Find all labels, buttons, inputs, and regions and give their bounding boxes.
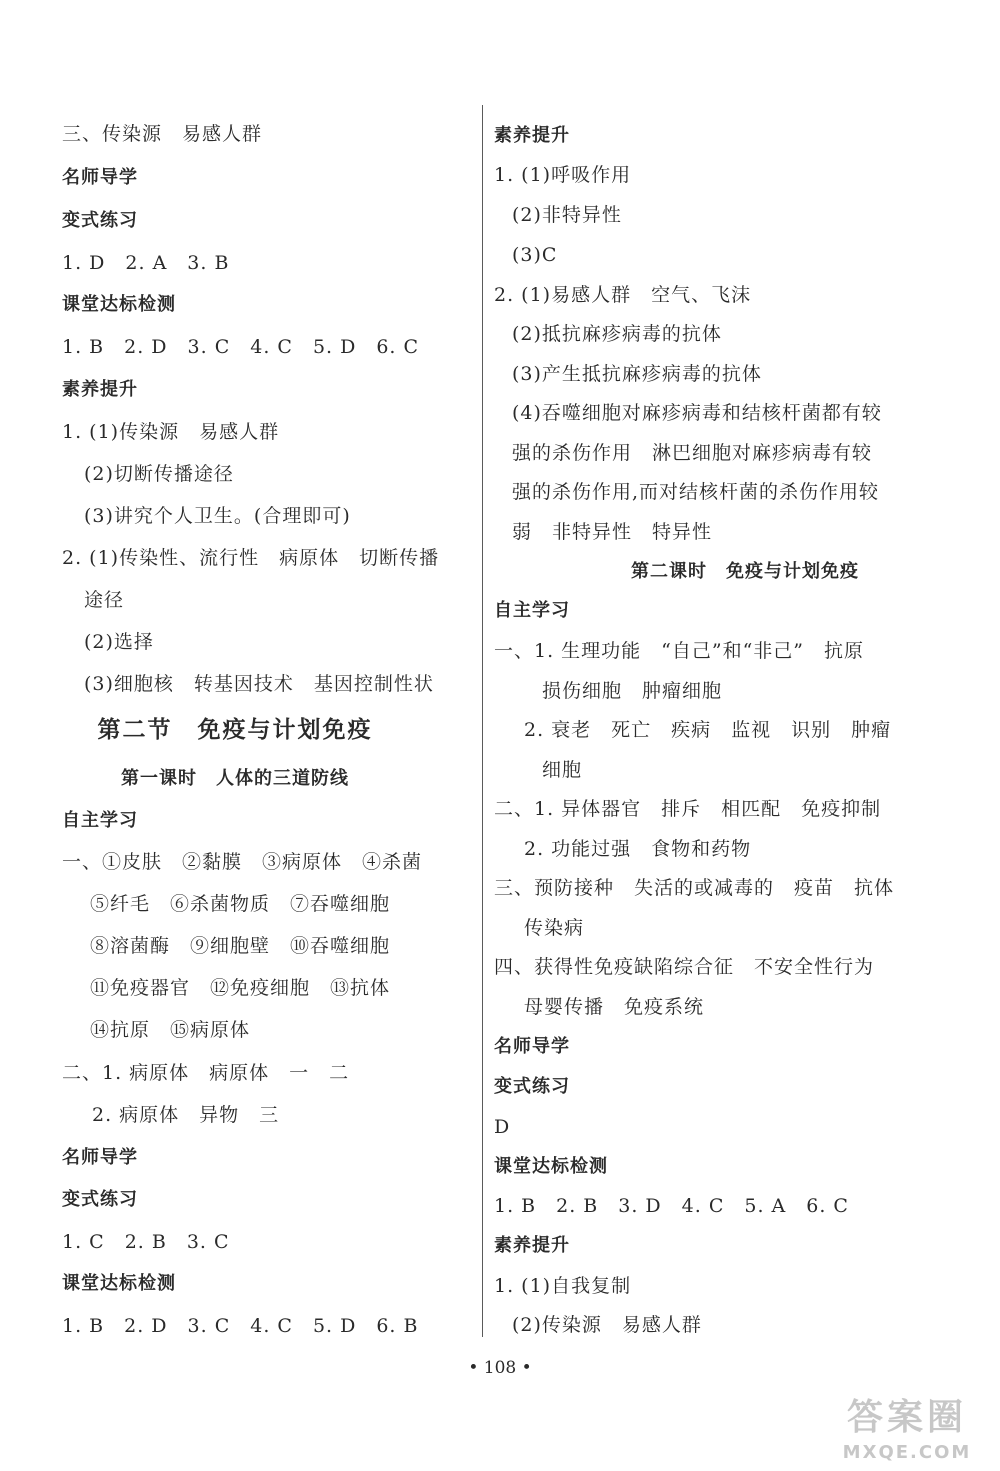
answer-line: (3)产生抵抗麻疹病毒的抗体 bbox=[512, 363, 762, 385]
watermark-logo-text: 答案圈 bbox=[846, 1397, 967, 1438]
answer-line: 细胞 bbox=[542, 759, 583, 781]
answer-line: (2)传染源 易感人群 bbox=[512, 1314, 702, 1336]
answer-line: ⑭抗原 ⑮病原体 bbox=[90, 1019, 251, 1041]
section-title: 第二节 免疫与计划免疫 bbox=[97, 717, 373, 743]
answer-line: 传染病 bbox=[524, 917, 585, 939]
watermark-url: MXQE.COM bbox=[842, 1442, 972, 1463]
answer-line: 弱 非特异性 特异性 bbox=[512, 521, 713, 543]
section-heading: 课堂达标检测 bbox=[62, 294, 176, 315]
section-heading: 变式练习 bbox=[62, 1189, 138, 1210]
watermark bbox=[818, 1398, 996, 1468]
section-heading: 名师导学 bbox=[494, 1036, 570, 1057]
answer-line: ⑤纤毛 ⑥杀菌物质 ⑦吞噬细胞 bbox=[90, 893, 391, 915]
answer-line: ⑪免疫器官 ⑫免疫细胞 ⑬抗体 bbox=[90, 977, 391, 999]
answer-line: 三、预防接种 失活的或减毒的 疫苗 抗体 bbox=[494, 877, 895, 899]
answer-line: (2)非特异性 bbox=[512, 204, 622, 226]
answer-line: 四、获得性免疫缺陷综合征 不安全性行为 bbox=[494, 956, 875, 978]
page-number: • 108 • bbox=[468, 1358, 532, 1378]
answer-line: (3)C bbox=[512, 244, 558, 266]
section-heading: 素养提升 bbox=[494, 1235, 570, 1256]
answer-line: 1. (1)传染源 易感人群 bbox=[62, 421, 280, 443]
answer-line: 一、①皮肤 ②黏膜 ③病原体 ④杀菌 bbox=[62, 851, 423, 873]
answer-line: (4)吞噬细胞对麻疹病毒和结核杆菌都有较 bbox=[512, 402, 882, 424]
answer-line: 途径 bbox=[84, 589, 125, 611]
answer-line: 1. B 2. D 3. C 4. C 5. D 6. C bbox=[62, 336, 420, 358]
answer-line: (2)抵抗麻疹病毒的抗体 bbox=[512, 323, 722, 345]
answer-line: 母婴传播 免疫系统 bbox=[524, 996, 705, 1018]
answer-line: 1. D 2. A 3. B bbox=[62, 252, 230, 274]
section-heading: 自主学习 bbox=[494, 600, 570, 621]
answer-line: (3)细胞核 转基因技术 基因控制性状 bbox=[84, 673, 434, 695]
answer-line: 强的杀伤作用 淋巴细胞对麻疹病毒有较 bbox=[512, 442, 873, 464]
section-heading: 名师导学 bbox=[62, 167, 138, 188]
answer-line: ⑧溶菌酶 ⑨细胞壁 ⑩吞噬细胞 bbox=[90, 935, 391, 957]
answer-line: (2)切断传播途径 bbox=[84, 463, 234, 485]
answer-line: 二、1. 异体器官 排斥 相匹配 免疫抑制 bbox=[494, 798, 882, 820]
section-heading: 课堂达标检测 bbox=[62, 1273, 176, 1294]
answer-line: 1. B 2. B 3. D 4. C 5. A 6. C bbox=[494, 1195, 849, 1217]
section-heading: 变式练习 bbox=[62, 210, 138, 231]
answer-line: 二、1. 病原体 病原体 一 二 bbox=[62, 1062, 350, 1084]
column-divider bbox=[482, 105, 483, 1337]
answer-line: 1. (1)自我复制 bbox=[494, 1275, 632, 1297]
answer-line: 2. 衰老 死亡 疾病 监视 识别 肿瘤 bbox=[524, 719, 892, 741]
answer-line: 1. (1)呼吸作用 bbox=[494, 164, 632, 186]
answer-line: 损伤细胞 肿瘤细胞 bbox=[542, 680, 723, 702]
answer-line: 2. (1)易感人群 空气、飞沫 bbox=[494, 284, 752, 306]
answer-line: 三、传染源 易感人群 bbox=[62, 123, 263, 145]
section-heading: 素养提升 bbox=[62, 379, 138, 400]
answer-line: 1. C 2. B 3. C bbox=[62, 1231, 230, 1253]
answer-line: 2. 病原体 异物 三 bbox=[92, 1104, 280, 1126]
answer-line: 2. 功能过强 食物和药物 bbox=[524, 838, 752, 860]
answer-line: 强的杀伤作用,而对结核杆菌的杀伤作用较 bbox=[512, 481, 880, 503]
answer-line: 一、1. 生理功能 “自己”和“非己” 抗原 bbox=[494, 640, 865, 662]
lesson-title: 第二课时 免疫与计划免疫 bbox=[631, 561, 859, 582]
section-heading: 课堂达标检测 bbox=[494, 1156, 608, 1177]
section-heading: 变式练习 bbox=[494, 1076, 570, 1097]
section-heading: 自主学习 bbox=[62, 810, 138, 831]
lesson-title: 第一课时 人体的三道防线 bbox=[121, 768, 349, 789]
answer-line: (2)选择 bbox=[84, 631, 154, 653]
answer-line: 2. (1)传染性、流行性 病原体 切断传播 bbox=[62, 547, 440, 569]
answer-line: (3)讲究个人卫生。(合理即可) bbox=[84, 505, 351, 527]
section-heading: 名师导学 bbox=[62, 1147, 138, 1168]
answer-line: D bbox=[494, 1116, 511, 1138]
answer-line: 1. B 2. D 3. C 4. C 5. D 6. B bbox=[62, 1315, 419, 1337]
section-heading: 素养提升 bbox=[494, 125, 570, 146]
